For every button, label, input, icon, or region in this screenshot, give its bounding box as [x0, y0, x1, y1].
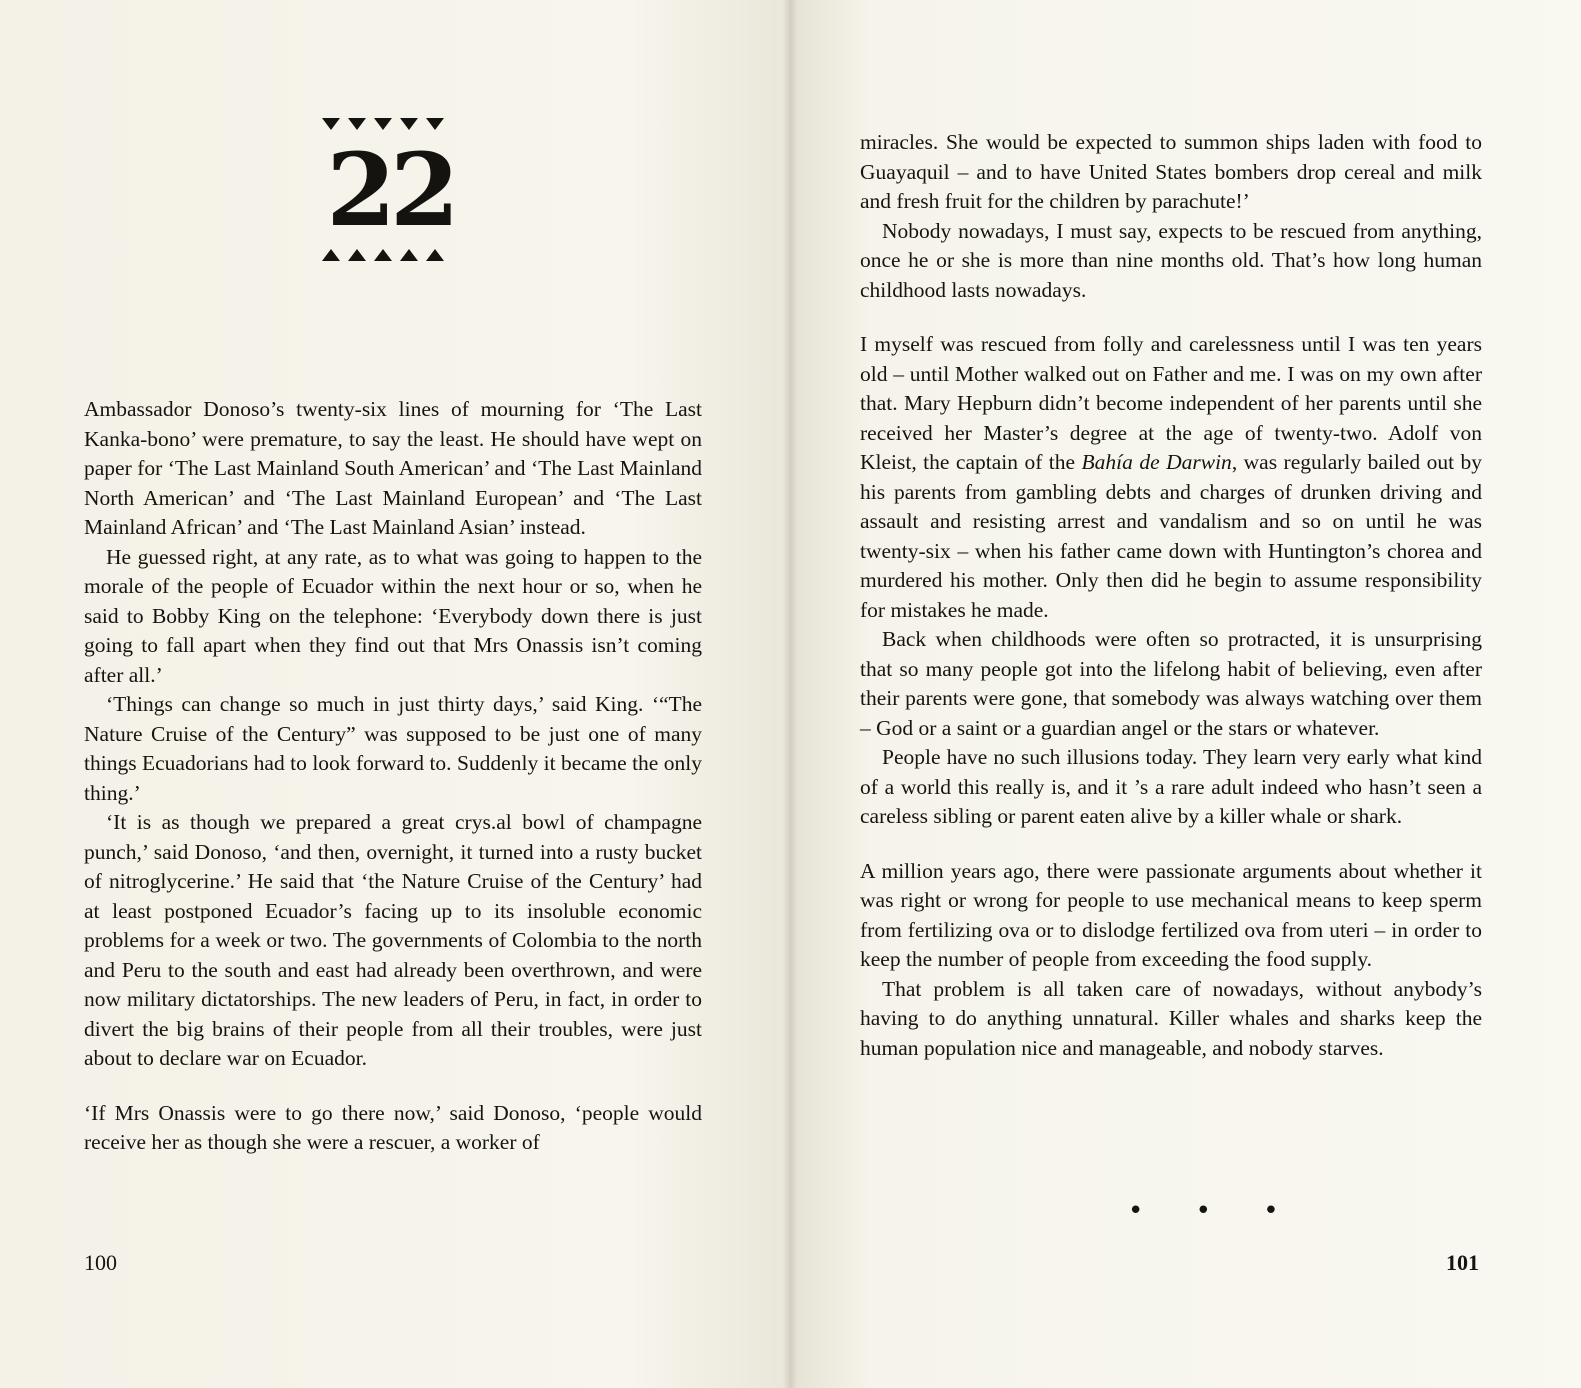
chapter-heading [300, 112, 480, 272]
page-number-left: 100 [84, 1250, 117, 1275]
paragraph: A million years ago, there were passionate arguments about whether it was right or wrong for people to use mechanical means to keep sperm from fertilizing ova or to dislodge fertilized ova from uteri – in order to keep the number of people from exceeding the food supply. [860, 858, 1482, 971]
right-page-body [860, 128, 1482, 1063]
book-gutter [783, 0, 797, 1388]
paragraph: Ambassador Donoso’s twenty-six lines of mourning for ‘The Last Kanka-bono’ were premature, to say the least. He should have wept on paper for ‘The Last Mainland South American’ and ‘The Last Mainland North American’ and ‘The Last Mainland European’ and ‘The Last Mainland African’ and ‘The Last Mainland Asian’ instead. [84, 397, 702, 539]
paragraph: He guessed right, at any rate, as to what was going to happen to the morale of the people of Ecuador within the next hour or so, when he said to Bobby King on the telephone: ‘Everybody down there is just going to fall apart when they find out that Mrs Onassis isn’t coming after all.’ [84, 544, 702, 687]
ship-name: Bahía de Darwin [1081, 450, 1232, 474]
chapter-number: 22 [326, 131, 454, 249]
paragraph: ‘It is as though we prepared a great crys.al bowl of champagne punch,’ said Donoso, ‘and then, overnight, it turned into a rusty bucket of nitroglycerine.’ He said that ‘the Nature Cruise of the Century’ had at least postponed Ecuador’s facing up to its insoluble economic problems for a week or two. The governments of Colombia to the north and Peru to the south and east had already been overthrown, and were now military dictatorships. The new leaders of Peru, in fact, in order to divert the big brains of their people from all their troubles, were just about to declare war on Ecuador. [84, 810, 702, 1070]
section-end-mark: • • • [1128, 1196, 1301, 1226]
left-page-body [84, 395, 702, 1158]
paragraph-text: I myself was rescued from folly and carelessness until I was ten years old – until Mother walked out on Father and me. I was on my own after that. Mary Hepburn didn’t become independent of her parents until she received her Master’s degree at the age of twenty-two. Adolf von Kleist, the captain of the [860, 332, 1482, 474]
paragraph: ‘If Mrs Onassis were to go there now,’ said Donoso, ‘people would receive her as though she were a rescuer, a worker of [84, 1100, 702, 1154]
paragraph [860, 330, 1482, 625]
paragraph-text: , was regularly bailed out by his parents from gambling debts and charges of drunken driving and assault and resisting arrest and vandalism and so on until he was twenty-six – when his father came down with Huntington’s chorea and murdered his mother. Only then did he begin to assume responsibility for mistakes he made. [860, 450, 1483, 622]
triangle-row-icon [322, 118, 446, 132]
paragraph: Back when childhoods were often so protracted, it is unsurprising that so many people got into the lifelong habit of believing, even after their parents were gone, that somebody was always watching over them – God or a saint or a guardian angel or the stars or whatever. [860, 627, 1482, 740]
paragraph: People have no such illusions today. They learn very early what kind of a world this really is, and it ’s a rare adult indeed who hasn’t seen a careless sibling or parent eaten alive by a killer whale or shark. [860, 745, 1482, 828]
page-number-right: 101 [1446, 1250, 1479, 1275]
paragraph: miracles. She would be expected to summon ships laden with food to Guayaquil – and to have United States bombers drop cereal and milk and fresh fruit for the children by parachute!’ [860, 130, 1482, 213]
paragraph: ‘Things can change so much in just thirty days,’ said King. ‘“The Nature Cruise of the Century” was supposed to be just one of many things Ecuadorians had to look forward to. Suddenly it became the only thing.’ [84, 692, 702, 805]
paragraph: Nobody nowadays, I must say, expects to be rescued from anything, once he or she is more than nine months old. That’s how long human childhood lasts nowadays. [860, 218, 1482, 302]
left-page [0, 0, 790, 1388]
triangle-row-icon [322, 248, 446, 262]
paragraph: That problem is all taken care of nowadays, without anybody’s having to do anything unnatural. Killer whales and sharks keep the human population nice and manageable, and nobody starves. [860, 976, 1482, 1060]
